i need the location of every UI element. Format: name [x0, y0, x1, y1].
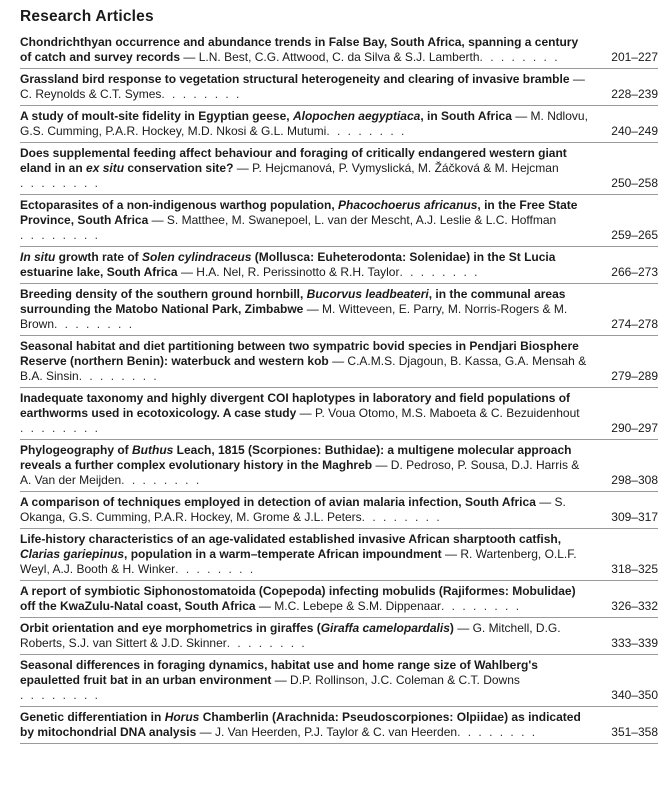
article-entry [20, 529, 658, 581]
article-list [20, 32, 658, 744]
dot-leader: . . . . . . . . [175, 562, 256, 576]
italic-term: Bucorvus leadbeateri [306, 287, 429, 301]
article-entry [20, 707, 658, 744]
italic-term: Alopochen aegyptiaca [292, 109, 421, 123]
title-text: , in the communal areas surrounding the Matobo National Park, Zimbabwe [20, 287, 566, 316]
dot-leader: . . . . . . . . [399, 265, 480, 279]
dot-leader: . . . . . . . . [441, 599, 522, 613]
dot-leader: . . . . . . . . [20, 688, 101, 702]
dash-separator: — [441, 547, 461, 561]
article-entry [20, 106, 658, 143]
page-range: 333–339 [611, 636, 658, 650]
article-authors: H.A. Nel, R. Perissinotto & R.H. Taylor [196, 265, 400, 279]
article-authors: M. Witteveen, E. Parry, M. Norris-Rogers & M. Brown [20, 302, 568, 331]
title-text: Orbit orientation and eye morphometrics in giraffes ( [20, 621, 321, 635]
article-authors: L.N. Best, C.G. Attwood, C. da Silva & S.J. Lamberth [198, 50, 480, 64]
title-text: Phylogeography of [20, 443, 133, 457]
italic-term: ex situ [86, 161, 125, 175]
page-range: 318–325 [611, 562, 658, 576]
title-text: Inadequate taxonomy and highly divergent COI haplotypes in laboratory and field populations of earthworms used in ecotoxicology. A case study [20, 391, 571, 420]
article-title [20, 621, 454, 635]
page-range: 351–358 [611, 725, 658, 739]
dot-leader: . . . . . . . . [326, 124, 407, 138]
article-authors: G. Mitchell, D.G. Roberts, S.J. van Sittert & J.D. Skinner [20, 621, 561, 650]
page-range: 201–227 [611, 50, 658, 64]
title-text: conservation site? [124, 161, 234, 175]
article-authors: C.A.M.S. Djagoun, B. Kassa, G.A. Mensah & B.A. Sinsin [20, 354, 587, 383]
dot-leader: . . . . . . . . [20, 176, 101, 190]
dash-separator: — [177, 265, 197, 279]
article-title [20, 495, 536, 509]
article-entry [20, 388, 658, 440]
title-text: Genetic differentiation in [20, 710, 165, 724]
page-range: 250–258 [611, 176, 658, 190]
article-authors: M. Ndlovu, G.S. Cumming, P.A.R. Hockey, M.D. Nkosi & G.L. Mutumi [20, 109, 588, 138]
article-authors: S. Okanga, G.S. Cumming, P.A.R. Hockey, M. Grome & J.L. Peters [20, 495, 566, 524]
dash-separator: — [180, 50, 199, 64]
dash-separator: — [372, 458, 391, 472]
dash-separator: — [535, 495, 555, 509]
dot-leader: . . . . . . . . [20, 228, 101, 242]
article-entry [20, 655, 658, 707]
dash-separator: — [328, 354, 348, 368]
article-entry [20, 143, 658, 195]
article-authors: S. Matthee, M. Swanepoel, L. van der Mescht, A.J. Leslie & L.C. Hoffman [166, 213, 557, 227]
title-text: A comparison of techniques employed in detection of avian malaria infection, South Africa [20, 495, 536, 509]
dot-leader: . . . . . . . . [20, 421, 101, 435]
title-text: growth rate of [55, 250, 143, 264]
title-text: Leach, 1815 (Scorpiones: Buthidae): a multigene molecular approach reveals a further complex evolutionary history in the Maghreb [20, 443, 572, 472]
title-text: Chamberlin (Arachnida: Pseudoscorpiones: Olpiidae) as indicated by mitochondrial DNA analysis [20, 710, 581, 739]
article-authors: P. Hejcmanová, P. Vymyslická, M. Žáčková & M. Hejcman [252, 161, 559, 175]
dash-separator: — [569, 72, 585, 86]
dash-separator: — [233, 161, 253, 175]
page-range: 298–308 [611, 473, 658, 487]
page-range: 266–273 [611, 265, 658, 279]
article-entry [20, 581, 658, 618]
title-text: Does supplemental feeding affect behaviour and foraging of critically endangered western giant eland in an [20, 146, 567, 175]
article-authors: M.C. Lebepe & S.M. Dippenaar [274, 599, 442, 613]
dash-separator: — [511, 109, 531, 123]
article-entry [20, 32, 658, 69]
article-authors: R. Wartenberg, O.L.F. Weyl, A.J. Booth & H. Winker [20, 547, 577, 576]
page-range: 326–332 [611, 599, 658, 613]
title-text: , in South Africa [420, 109, 512, 123]
dot-leader: . . . . . . . . [78, 369, 159, 383]
title-text: A report of symbiotic Siphonostomatoida (Copepoda) infecting mobulids (Rajiformes: Mobulidae) off the KwaZulu-Natal coast, South Africa [20, 584, 576, 613]
page-range: 274–278 [611, 317, 658, 331]
title-text: Seasonal differences in foraging dynamics, habitat use and home range size of Wahlberg's epauletted fruit bat in an urban environment [20, 658, 538, 687]
page-range: 240–249 [611, 124, 658, 138]
article-authors: C. Reynolds & C.T. Symes [20, 87, 162, 101]
italic-term: Clarias gariepinus [20, 547, 125, 561]
title-text: Life-history characteristics of an age-validated established invasive African sharptooth catfish, [20, 532, 562, 546]
page-range: 228–239 [611, 87, 658, 101]
title-text: (Mollusca: Euheterodonta: Solenidae) in the St Lucia estuarine lake, South Africa [20, 250, 556, 279]
article-entry [20, 284, 658, 336]
article-entry [20, 440, 658, 492]
dash-separator: — [255, 599, 275, 613]
page-range: 290–297 [611, 421, 658, 435]
page-range: 309–317 [611, 510, 658, 524]
dash-separator: — [303, 302, 323, 316]
title-text: Seasonal habitat and diet partitioning between two sympatric bovid species in Pendjari Biosphere Reserve (northern Benin): waterbuck and western kob [20, 339, 579, 368]
article-authors: D. Pedroso, P. Sousa, D.J. Harris & A. Van der Meijden [20, 458, 580, 487]
dot-leader: . . . . . . . . [121, 473, 202, 487]
dot-leader: . . . . . . . . [479, 50, 560, 64]
title-text: Ectoparasites of a non-indigenous warthog population, [20, 198, 339, 212]
italic-term: Giraffa camelopardalis [320, 621, 450, 635]
italic-term: Phacochoerus africanus [338, 198, 478, 212]
article-authors: P. Voua Otomo, M.S. Maboeta & C. Bezuidenhout [314, 406, 580, 420]
page-range: 259–265 [611, 228, 658, 242]
italic-term: Solen cylindraceus [142, 250, 252, 264]
dot-leader: . . . . . . . . [361, 510, 442, 524]
dash-separator: — [271, 673, 291, 687]
title-text: , population in a warm–temperate African impoundment [124, 547, 442, 561]
dot-leader: . . . . . . . . [161, 87, 242, 101]
article-authors: D.P. Rollinson, J.C. Coleman & C.T. Downs [290, 673, 520, 687]
page-range: 279–289 [611, 369, 658, 383]
title-text: Grassland bird response to vegetation structural heterogeneity and clearing of invasive bramble [20, 72, 570, 86]
dot-leader: . . . . . . . . [54, 317, 135, 331]
italic-term: Buthus [132, 443, 174, 457]
title-text: , in the Free State Province, South Africa [20, 198, 578, 227]
article-entry [20, 195, 658, 247]
page-range: 340–350 [611, 688, 658, 702]
title-text: Chondrichthyan occurrence and abundance trends in False Bay, South Africa, spanning a century of catch and survey records [20, 35, 579, 64]
article-entry [20, 336, 658, 388]
italic-term: Horus [164, 710, 200, 724]
dash-separator: — [296, 406, 315, 420]
article-authors: J. Van Heerden, P.J. Taylor & C. van Heerden [214, 725, 458, 739]
article-entry [20, 492, 658, 529]
section-heading: Research Articles [20, 8, 154, 25]
title-text: ) [449, 621, 454, 635]
dash-separator: — [196, 725, 215, 739]
article-entry [20, 69, 658, 106]
article-entry [20, 618, 658, 655]
dash-separator: — [148, 213, 167, 227]
dot-leader: . . . . . . . . [457, 725, 538, 739]
dash-separator: — [453, 621, 473, 635]
italic-term: In situ [20, 250, 56, 264]
title-text: A study of moult-site fidelity in Egyptian geese, [20, 109, 293, 123]
article-entry [20, 247, 658, 284]
article-title [20, 109, 512, 123]
dot-leader: . . . . . . . . [226, 636, 307, 650]
article-title [20, 72, 570, 86]
title-text: Breeding density of the southern ground hornbill, [20, 287, 307, 301]
